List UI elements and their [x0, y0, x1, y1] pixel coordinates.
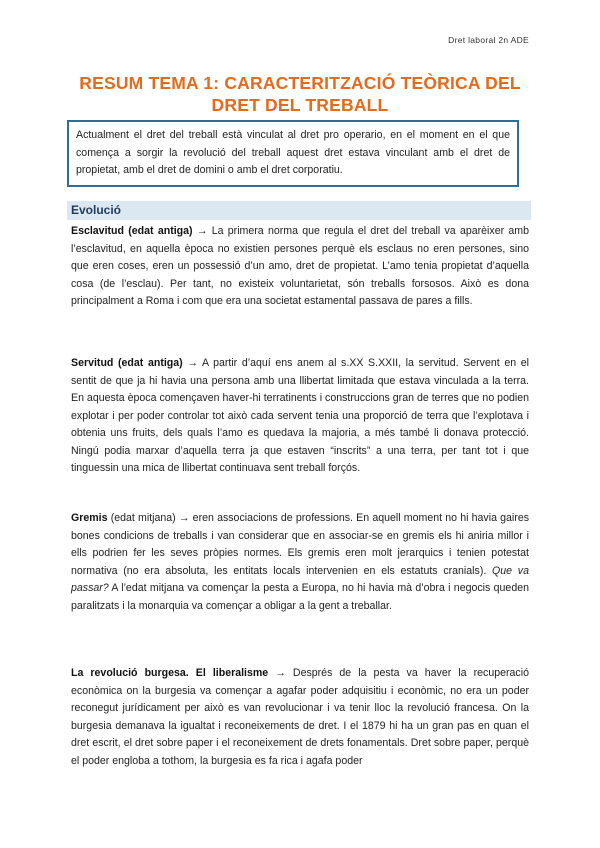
arrow-icon: → — [178, 512, 190, 524]
paragraph-revolucio-burgesa — [71, 665, 529, 770]
document-title: RESUM TEMA 1: CARACTERITZACIÓ TEÒRICA DEL DRET DEL TREBALL — [79, 73, 521, 115]
paragraph-question: Que va passar? — [71, 564, 530, 594]
paragraph-text: A partir d’aquí ens anem al s.XX S.XXII, la servitud. Servent en el sentit de que ja hi havia una persona amb una llibertat limitada que estava vinculada a la terra. En aquesta època començaven haver-hi terratinents i construccions gran de terres que no podien explotar i per poder controlar tot això cada servent tenia una proporció de terra que l’explotava i obtenia uns fruits, dels quals l’amo es quedava la majoria, a més també li donava protecció. Ningú podia marxar d’aquella terra ja que estaven “inscrits” a una terra, per tant tot i que tinguessin una mica de llibertat continuava sent treball forçós. — [71, 357, 529, 474]
paragraph-lead: La revolució burgesa. El liberalisme — [71, 667, 269, 679]
paragraph-esclavitud — [71, 223, 529, 311]
intro-box: Actualment el dret del treball està vinculat al dret pro operario, en el moment en el que comença a sorgir la revolució del treball aquest dret estava vinculant amb el dret de propietat, amb el dret de domini o amb el dret corporatiu. — [67, 120, 519, 187]
paragraph-period: (edat mitjana) — [107, 512, 179, 524]
paragraph-lead: Esclavitud (edat antiga) — [71, 225, 193, 237]
paragraph-servitud — [71, 355, 529, 478]
paragraph-gremis — [71, 510, 529, 615]
arrow-icon: → — [196, 225, 208, 237]
section-heading-bar — [67, 201, 531, 220]
paragraph-text: eren associacions de professions. En aquell moment no hi havia gaires bones condicions de treballs i van considerar que en associar-se en gremis els hi aniria millor i ells podrien fer les seves pròpies normes. Els gremis eren molt jerarquics i tenien potestat normativa (no era absoluta, les entitats locals intervenien en els estatuts cranials). — [71, 512, 530, 577]
paragraph-lead: Servitud (edat antiga) — [71, 357, 183, 369]
section-title: Evolució — [71, 203, 122, 217]
paragraph-text: La primera norma que regula el dret del treball va aparèixer amb l’esclavitud, en aquella època no existien persones perquè els esclaus no eren persones, sino que eren coses, eren un possessió d’un amo, dret de propietat. L’amo tenia propietat d’aquella cosa (de l’esclau). Per tant, no existeix voluntarietat, són treballs forsosos. Això es dona principalment a Roma i com que era una societat estamental passava de pares a fills. — [71, 225, 529, 307]
paragraph-text: Després de la pesta va haver la recuperació econòmica on la burgesia va començar a agafar poder adquisitiu i econòmic, no era un poder reconegut jurídicament per això es van revolucionar i va tenir lloc la revolució francesa. On la burgesia demanava la igualtat i reconeixements de dret. I el 1879 hi ha un gran pas en quan el dret escrit, el dret sobre paper i el reconeixement de drets fonamentals. Dret sobre paper, perquè el poder engloba a tothom, la burgesia es fa rica i agafa poder — [71, 667, 529, 767]
paragraph-text-continued: A l’edat mitjana va començar la pesta a Europa, no hi havia mà d’obra i negocis queden paralitzats i la monarquia va començar a obligar a la gent a treballar. — [71, 582, 529, 612]
arrow-icon: → — [187, 357, 198, 369]
arrow-icon: → — [275, 667, 286, 679]
running-header: Dret laboral 2n ADE — [448, 35, 529, 45]
paragraph-lead: Gremis — [71, 512, 108, 524]
